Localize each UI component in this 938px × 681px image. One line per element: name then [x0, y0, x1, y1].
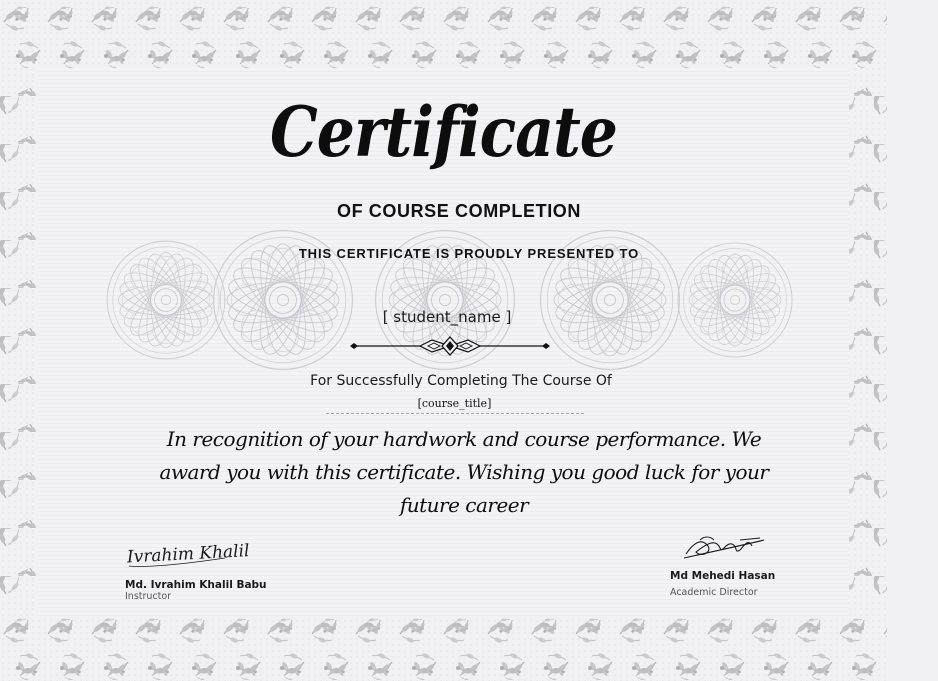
diamond-divider-icon: [350, 336, 550, 356]
signer-name-right: Md Mehedi Hasan: [670, 570, 776, 582]
signature-icon: [680, 528, 770, 564]
course-title: [course_title]: [417, 397, 492, 410]
presented-to-heading: THIS CERTIFICATE IS PROUDLY PRESENTED TO: [298, 246, 640, 261]
course-title-underline: [326, 413, 584, 414]
signer-name-left: Md. Ivrahim Khalil Babu: [125, 579, 267, 591]
completing-course-text: For Successfully Completing The Course Of: [310, 373, 612, 389]
svg-text:Ivrahim Khalil: Ivrahim Khalil: [126, 541, 250, 568]
certificate-title: Certificate: [270, 92, 617, 174]
signer-role-left: Instructor: [125, 591, 172, 602]
recognition-text: In recognition of your hardwork and course performance. We award you with this certificate. Wishing you good luck for your future career: [159, 427, 769, 517]
student-name: [ student_name ]: [382, 308, 512, 326]
certificate-subtitle: OF COURSE COMPLETION: [336, 201, 581, 221]
signer-role-right: Academic Director: [670, 587, 758, 598]
signature-icon: [125, 536, 250, 572]
